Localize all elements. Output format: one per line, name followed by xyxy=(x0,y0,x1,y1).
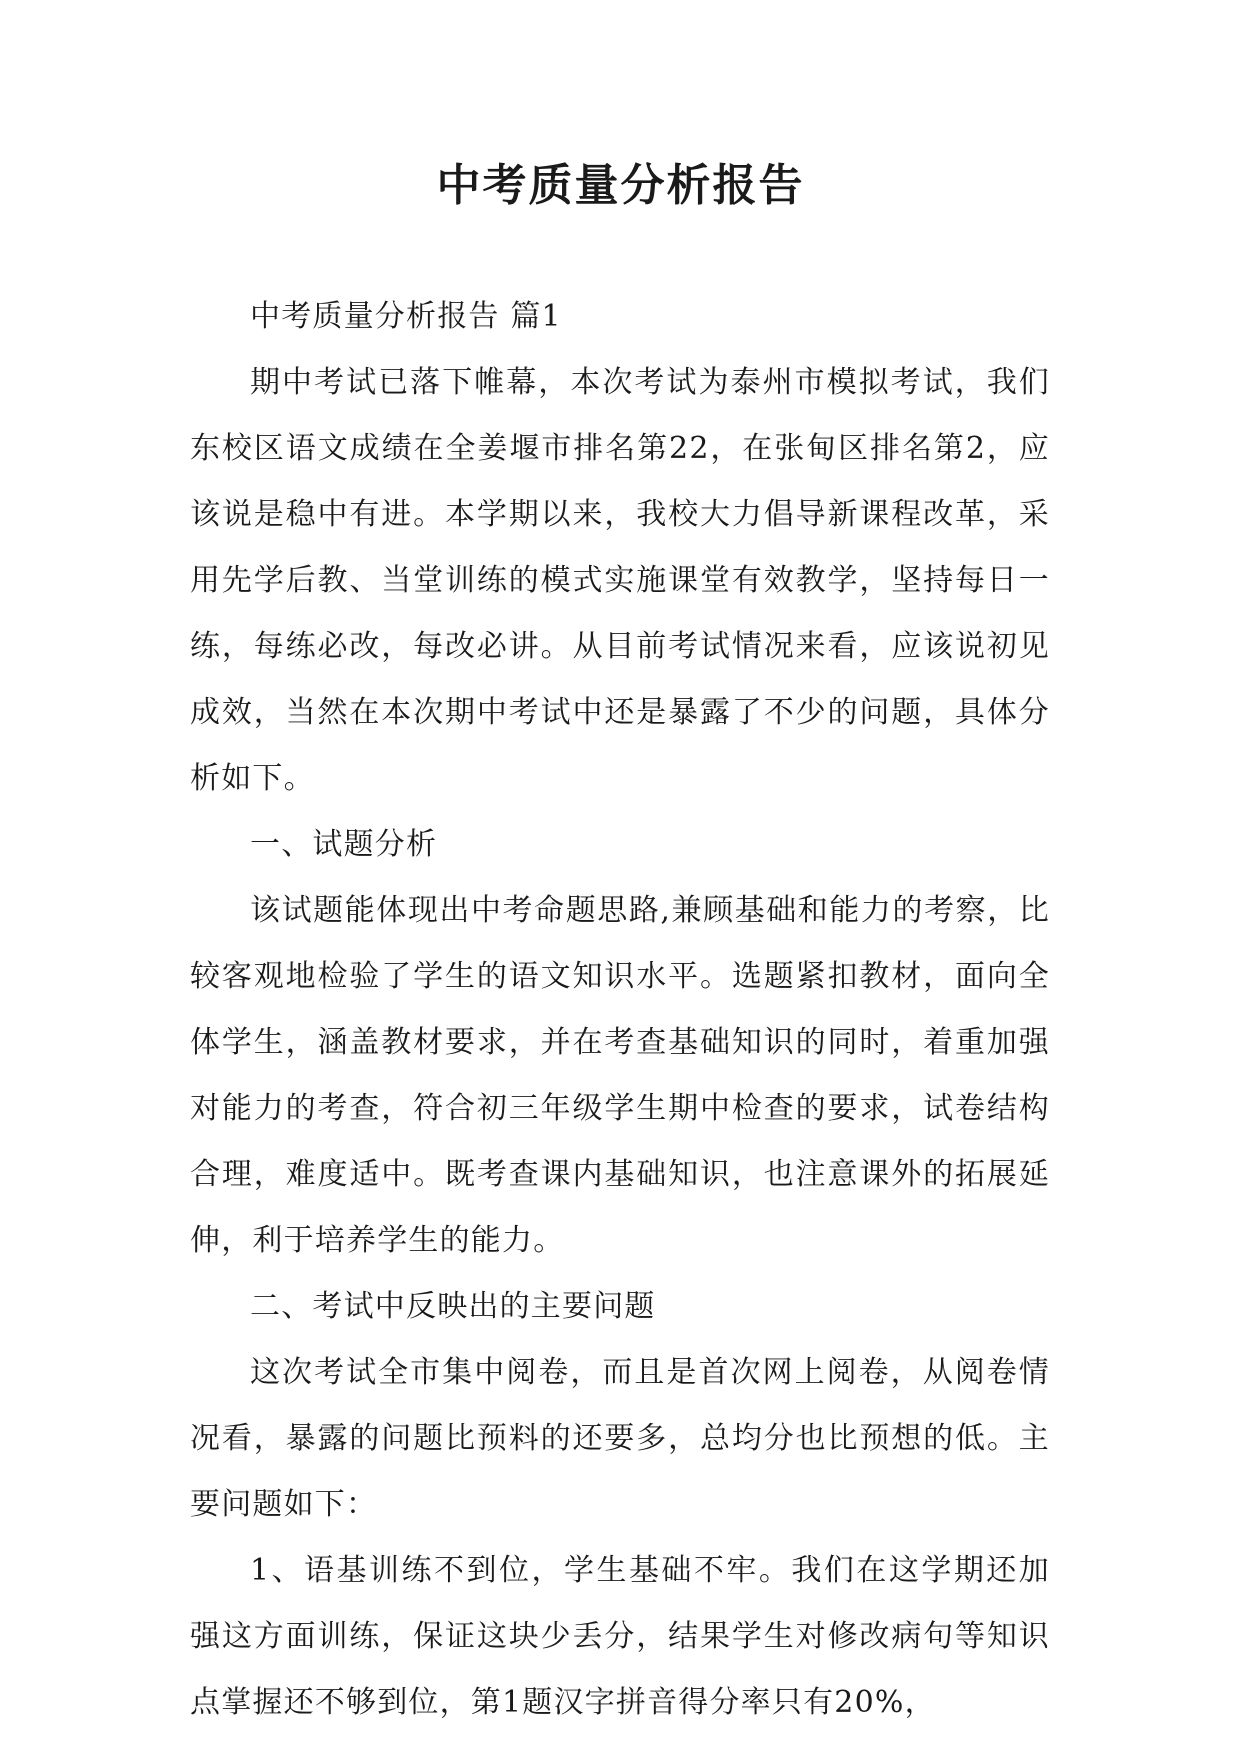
paragraph-exam-analysis: 该试题能体现出中考命题思路,兼顾基础和能力的考察，比较客观地检验了学生的语文知识水平。选题紧扣教材，面向全体学生，涵盖教材要求，并在考查基础知识的同时，着重加强对能力的考查，符合初三年级学生期中检查的要求，试卷结构合理，难度适中。既考查课内基础知识，也注意课外的拓展延伸，利于培养学生的能力。 xyxy=(190,893,1050,1258)
document-body xyxy=(190,284,1050,1736)
document-title: 中考质量分析报告 xyxy=(436,160,805,211)
paragraph-main-problems: 这次考试全市集中阅卷，而且是首次网上阅卷，从阅卷情况看，暴露的问题比预料的还要多，总均分也比预想的低。主要问题如下： xyxy=(190,1355,1050,1522)
paragraph-intro: 期中考试已落下帷幕，本次考试为泰州市模拟考试，我们东校区语文成绩在全姜堰市排名第22，在张甸区排名第2，应该说是稳中有进。本学期以来，我校大力倡导新课程改革，采用先学后教、当堂训练的模式实施课堂有效教学，坚持每日一练，每练必改，每改必讲。从目前考试情况来看，应该说初见成效，当然在本次期中考试中还是暴露了不少的问题，具体分析如下。 xyxy=(190,365,1050,796)
paragraph-problem-1: 1、语基训练不到位，学生基础不牢。我们在这学期还加强这方面训练，保证这块少丢分，结果学生对修改病句等知识点掌握还不够到位，第1题汉字拼音得分率只有20%， xyxy=(190,1553,1050,1720)
section-heading-main-problems: 二、考试中反映出的主要问题 xyxy=(250,1289,656,1324)
section-heading-part-1: 中考质量分析报告 篇1 xyxy=(250,299,562,334)
section-heading-exam-analysis: 一、试题分析 xyxy=(250,827,438,862)
